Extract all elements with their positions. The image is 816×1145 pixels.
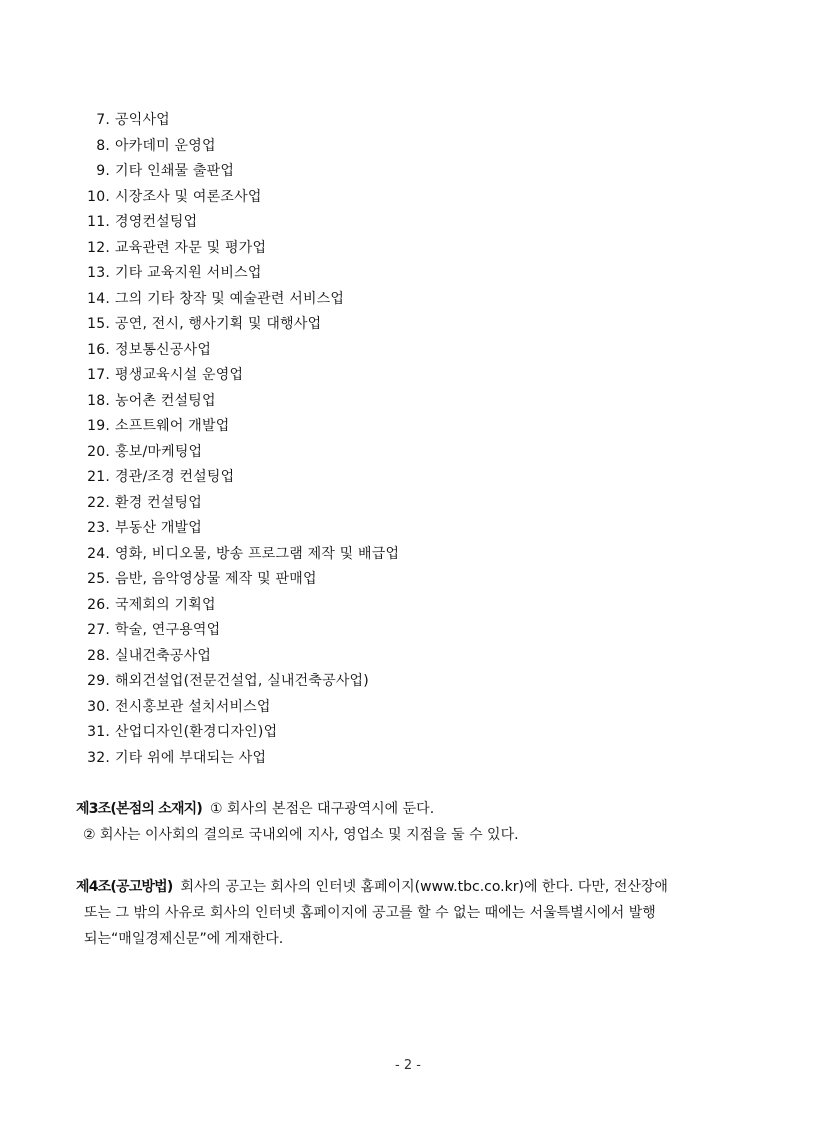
list-item (82, 338, 399, 364)
page-number: - 2 - (395, 1058, 421, 1073)
item-number: 21. (87, 469, 110, 485)
article-3-clause-2: ② 회사는 이사회의 결의로 국내외에 지사, 영업소 및 지점을 둘 수 있다. (83, 827, 519, 843)
item-number: 27. (87, 622, 110, 638)
item-text: 기타 인쇄물 출판업 (115, 163, 235, 179)
item-text: 산업디자인(환경디자인)업 (115, 724, 278, 740)
item-text: 경영컨설팅업 (115, 214, 198, 230)
article-3-heading: 제3조(본점의 소재지) (76, 801, 203, 817)
list-item (82, 414, 399, 440)
item-number: 28. (87, 647, 110, 664)
item-number: 23. (87, 520, 110, 536)
item-text: 부동산 개발업 (115, 520, 202, 536)
list-item (82, 644, 399, 670)
item-text: 영화, 비디오물, 방송 프로그램 제작 및 배급업 (115, 545, 400, 562)
list-item (82, 440, 399, 466)
item-number: 18. (87, 392, 110, 409)
list-item (82, 516, 399, 542)
item-text: 학술, 연구용역업 (115, 622, 221, 638)
list-item (82, 363, 399, 389)
item-number: 32. (87, 749, 110, 766)
list-item (82, 210, 399, 236)
list-item (82, 542, 399, 568)
item-number: 19. (87, 418, 110, 434)
list-item (82, 618, 399, 644)
article-4-line-3: 되는“매일경제신문”에 게재한다. (84, 931, 284, 947)
item-text: 공익사업 (115, 112, 170, 128)
item-number: 10. (87, 188, 110, 205)
list-item (82, 593, 399, 619)
list-item (82, 695, 399, 721)
item-text: 교육관련 자문 및 평가업 (115, 239, 267, 256)
item-text: 평생교육시설 운영업 (115, 367, 244, 383)
item-text: 국제회의 기획업 (115, 596, 216, 613)
item-text: 소프트웨어 개발업 (115, 418, 230, 434)
item-text: 음반, 음악영상물 제작 및 판매업 (115, 571, 317, 587)
item-number: 20. (87, 443, 110, 460)
item-number: 8. (96, 137, 110, 154)
article-4-line-1: 회사의 공고는 회사의 인터넷 홈페이지(www.tbc.co.kr)에 한다. 다만, 전산장애 (180, 879, 668, 895)
item-text: 그의 기타 창작 및 예술관련 서비스업 (115, 290, 345, 307)
list-item (82, 236, 399, 262)
item-text: 실내건축공사업 (115, 647, 212, 664)
item-text: 환경 컨설팅업 (115, 494, 202, 511)
item-text: 전시홍보관 설치서비스업 (115, 698, 271, 715)
item-text: 시장조사 및 여론조사업 (115, 188, 262, 205)
item-text: 공연, 전시, 행사기획 및 대행사업 (115, 316, 322, 332)
list-item (82, 159, 399, 185)
article-4-public-notice (76, 874, 744, 952)
item-number: 26. (87, 596, 110, 613)
item-number: 31. (87, 724, 110, 740)
list-item (82, 746, 399, 772)
list-item (82, 389, 399, 415)
item-number: 11. (87, 214, 110, 230)
item-text: 기타 위에 부대되는 사업 (115, 749, 267, 766)
item-number: 25. (87, 571, 110, 587)
list-item (82, 108, 399, 134)
list-item (82, 287, 399, 313)
item-number: 17. (87, 367, 110, 383)
item-number: 9. (96, 163, 110, 179)
list-item (82, 185, 399, 211)
list-item (82, 720, 399, 746)
list-item (82, 312, 399, 338)
item-number: 24. (87, 545, 110, 562)
item-number: 14. (87, 290, 110, 307)
item-number: 12. (87, 239, 110, 256)
item-number: 16. (87, 341, 110, 358)
item-number: 7. (96, 112, 110, 128)
item-text: 경관/조경 컨설팅업 (115, 469, 235, 485)
article-4-heading: 제4조(공고방법) (76, 879, 173, 895)
list-item (82, 491, 399, 517)
business-purpose-list (82, 108, 399, 771)
item-text: 홍보/마케팅업 (115, 443, 203, 460)
list-item (82, 669, 399, 695)
item-number: 15. (87, 316, 110, 332)
item-number: 29. (87, 673, 110, 689)
item-text: 기타 교육지원 서비스업 (115, 265, 262, 281)
list-item (82, 261, 399, 287)
article-3-clause-1: ① 회사의 본점은 대구광역시에 둔다. (210, 801, 435, 817)
item-text: 아카데미 운영업 (115, 137, 216, 154)
item-text: 해외건설업(전문건설업, 실내건축공사업) (115, 673, 369, 689)
item-number: 30. (87, 698, 110, 715)
list-item (82, 465, 399, 491)
item-text: 정보통신공사업 (115, 341, 212, 358)
item-number: 13. (87, 265, 110, 281)
list-item (82, 134, 399, 160)
item-text: 농어촌 컨설팅업 (115, 392, 216, 409)
article-4-line-2: 또는 그 밖의 사유로 회사의 인터넷 홈페이지에 공고를 할 수 없는 때에는 서울특별시에서 발행 (84, 905, 656, 921)
article-3-head-office (76, 796, 519, 848)
list-item (82, 567, 399, 593)
item-number: 22. (87, 494, 110, 511)
